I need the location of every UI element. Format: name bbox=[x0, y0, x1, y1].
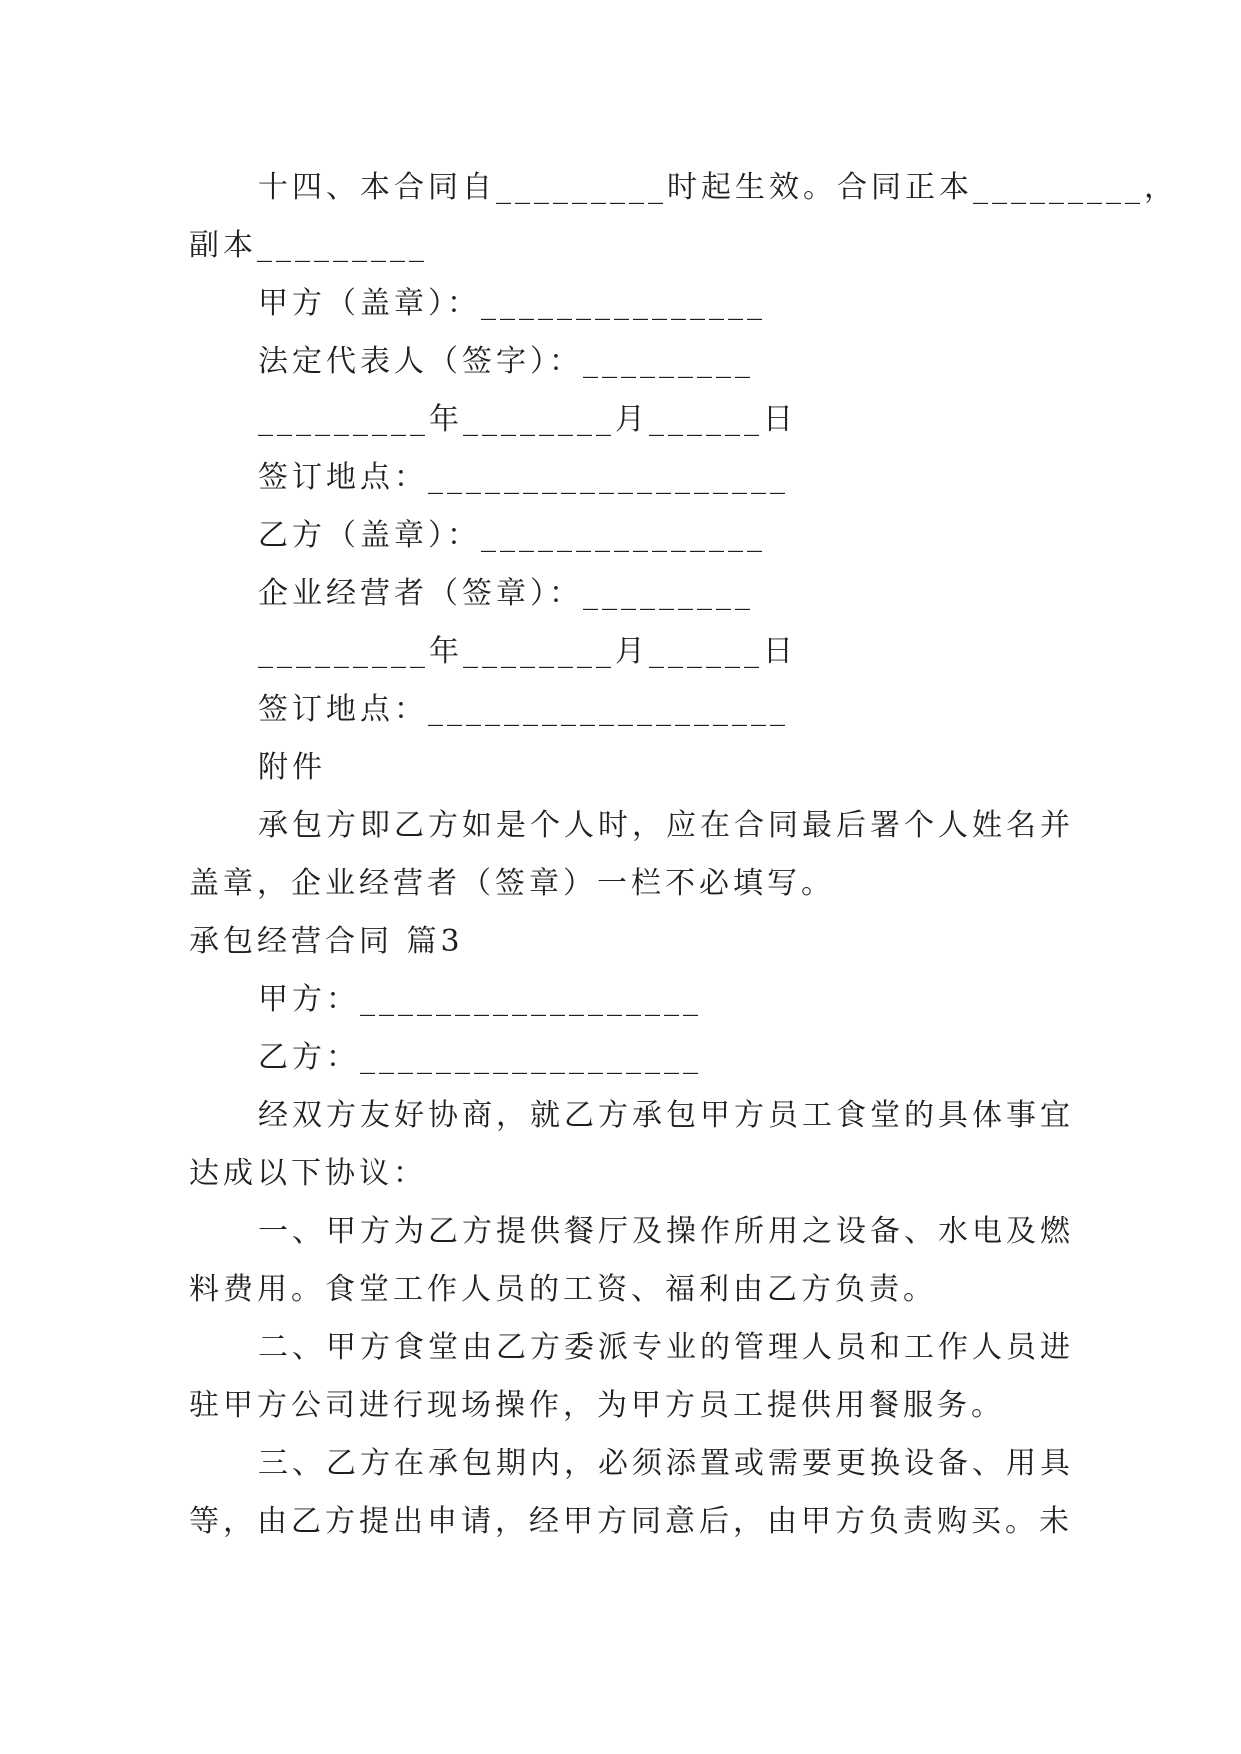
section-title: 承包经营合同 篇3 bbox=[189, 924, 464, 959]
copies-line: 副本_________ bbox=[189, 228, 428, 263]
date-line-b: _________年________月______日 bbox=[258, 634, 797, 669]
attachment-text-2: 盖章，企业经营者（签章）一栏不必填写。 bbox=[189, 866, 835, 901]
attachment-heading: 附件 bbox=[258, 750, 326, 785]
clause-1-line-1: 一、甲方为乙方提供餐厅及操作所用之设备、水电及燃 bbox=[258, 1214, 1074, 1249]
preamble-1: 经双方友好协商，就乙方承包甲方员工食堂的具体事宜 bbox=[258, 1098, 1074, 1133]
attachment-text-1: 承包方即乙方如是个人时，应在合同最后署个人姓名并 bbox=[258, 808, 1074, 843]
signing-place-b: 签订地点：___________________ bbox=[258, 692, 789, 727]
clause-3-line-1: 三、乙方在承包期内，必须添置或需要更换设备、用具 bbox=[258, 1446, 1074, 1481]
clause-2-line-2: 驻甲方公司进行现场操作，为甲方员工提供用餐服务。 bbox=[189, 1388, 1005, 1423]
party-a-seal-line: 甲方（盖章）：_______________ bbox=[258, 286, 766, 321]
clause-14-effective-date: 十四、本合同自_________时起生效。合同正本_________， bbox=[258, 170, 1178, 205]
date-line-a: _________年________月______日 bbox=[258, 402, 797, 437]
signing-place-a: 签订地点：___________________ bbox=[258, 460, 789, 495]
clause-1-line-2: 料费用。食堂工作人员的工资、福利由乙方负责。 bbox=[189, 1272, 937, 1307]
clause-2-line-1: 二、甲方食堂由乙方委派专业的管理人员和工作人员进 bbox=[258, 1330, 1074, 1365]
party-b-seal-line: 乙方（盖章）：_______________ bbox=[258, 518, 766, 553]
party-b-line: 乙方：__________________ bbox=[258, 1040, 702, 1075]
legal-rep-signature-line: 法定代表人（签字）：_________ bbox=[258, 344, 754, 379]
clause-3-line-2: 等，由乙方提出申请，经甲方同意后，由甲方负责购买。未 bbox=[189, 1504, 1073, 1539]
party-a-line: 甲方：__________________ bbox=[258, 982, 702, 1017]
operator-signature-line: 企业经营者（签章）：_________ bbox=[258, 576, 754, 611]
preamble-2: 达成以下协议： bbox=[189, 1156, 427, 1191]
